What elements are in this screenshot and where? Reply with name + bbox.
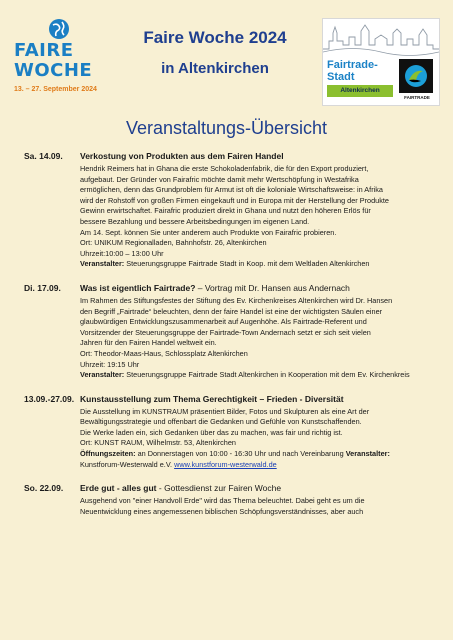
fairtrade-mark-label: FAIRTRADE (404, 95, 430, 100)
page-subtitle: in Altenkirchen (161, 60, 269, 77)
event-time: Uhrzeit:10:00 – 13:00 Uhr (80, 248, 164, 258)
event-date: Di. 17.09. (24, 282, 61, 293)
fairtrade-logo-town: Altenkirchen (327, 85, 393, 97)
globe-icon (48, 18, 70, 40)
event-text-line: ermöglichen, denn das Grundproblem für Armut ist oft die koloniale Wirtschaftsweise: in Afrika (80, 185, 383, 195)
fairtrade-stadt-logo (322, 18, 440, 106)
event-item (24, 393, 434, 471)
event-title-main: Erde gut - alles gut (80, 483, 157, 494)
organizer-label: Veranstalter: (80, 370, 125, 380)
event-title-rest: – Vortrag mit Dr. Hansen aus Andernach (195, 282, 350, 293)
event-text-line: den Begriff „Fairtrade“ beleuchten, denn der faire Handel ist eine der wichtigsten Säulen einer (80, 306, 383, 316)
event-title-main: Kunstausstellung zum Thema Gerechtigkeit – Frieden - Diversität (80, 393, 344, 404)
kunstforum-link[interactable]: www.kunstforum-westerwald.de (174, 459, 277, 469)
fairtrade-logo-line2: Stadt (327, 71, 355, 83)
header (0, 0, 453, 110)
section-heading: Veranstaltungs-Übersicht (125, 118, 328, 138)
event-text-line: Am 14. Sept. können Sie unter anderem auch Produkte von Fairafric probieren. (80, 227, 337, 237)
event-title (80, 282, 350, 294)
event-header (24, 393, 434, 405)
faire-woche-logo-line1: FAIRE (14, 40, 74, 61)
event-title (80, 150, 284, 162)
opening-hours-text: an Donnerstagen von 10:00 - 16:30 Uhr und nach Vereinbarung (135, 449, 346, 459)
event-location: Ort: UNIKUM Regionalladen, Bahnhofstr. 26, Altenkirchen (80, 238, 267, 248)
organizer-text: Steuerungsgruppe Fairtrade Stadt in Koop. mit dem Weltladen Altenkirchen (124, 259, 370, 269)
event-description (80, 296, 434, 381)
event-text-line: aufgebaut. Der Gründer von Fairafric möchte damit mehr Wertschöpfung in Westafrika (80, 174, 359, 184)
event-text-line: bessere Bezahlung und bessere Arbeitsbedingungen im eigenen Land. (80, 216, 310, 226)
event-organizer (80, 460, 434, 471)
skyline-icon (323, 19, 439, 59)
event-text-line: Neuentwicklung eines angemessenen biblischen Schöpfungsverständnisses, aber auch (80, 506, 364, 516)
event-date: So. 22.09. (24, 483, 64, 494)
event-text-line: Ausgehend von "einer Handvoll Erde" wird das Thema beleuchtet. Dabei geht es um die (80, 496, 365, 506)
event-title (80, 482, 281, 494)
event-header (24, 282, 434, 294)
faire-woche-logo-line2: WOCHE (14, 60, 93, 81)
event-description (80, 407, 434, 471)
event-text-line: glaubwürdigen Entwicklungszusammenarbeit auf Augenhöhe. Als Fairtrade-Referent und (80, 317, 367, 327)
event-date: 13.09.-27.09. (24, 393, 75, 404)
page-title: Faire Woche 2024 (143, 28, 287, 47)
event-text-line: Im Rahmen des Stiftungsfestes der Stiftung des Ev. Kirchenkreises Altenkirchen wird Dr. Hansen (80, 295, 393, 305)
event-description (80, 164, 434, 270)
event-title-rest: - Gottesdienst zur Fairen Woche (156, 483, 282, 494)
opening-hours-label: Öffnungszeiten: (80, 449, 136, 459)
event-text-line: Die Werke laden ein, sich Gedanken über das zu machen, was fair und richtig ist. (80, 427, 343, 437)
event-text-line: wird der Rohstoff von großen Firmen eingekauft und in Europa mit der Herstellung der Produkte (80, 195, 389, 205)
event-date: Sa. 14.09. (24, 151, 63, 161)
event-opening-hours (80, 449, 434, 460)
fairtrade-mark-icon (399, 59, 433, 93)
events-list (24, 150, 434, 529)
organizer-label: Veranstalter: (80, 259, 125, 269)
event-organizer (80, 370, 434, 381)
event-title-main: Verkostung von Produkten aus dem Fairen Handel (80, 151, 284, 161)
fairtrade-logo-line1: Fairtrade- (327, 59, 378, 71)
event-text-line: Gewinn erwirtschaftet. Fairafric produziert direkt in Ghana und nutzt den höheren Erlös für (80, 206, 371, 216)
event-header (24, 482, 434, 494)
event-description (80, 496, 434, 517)
event-title (80, 393, 344, 405)
event-item (24, 482, 434, 517)
event-location: Ort: Theodor-Maas-Haus, Schlossplatz Altenkirchen (80, 348, 248, 358)
event-item (24, 150, 434, 270)
event-text-line: Hendrik Reimers hat in Ghana die erste Schokoladenfabrik, die für den Export produziert, (80, 164, 369, 173)
event-header (24, 150, 434, 162)
event-text-line: Bewältigungsstrategie und offenbart die Gedanken und Gefühle von Kunstschaffenden. (80, 417, 362, 427)
event-time: Uhrzeit: 19:15 Uhr (80, 359, 140, 369)
event-text-line: Die Ausstellung im KUNSTRAUM präsentiert Bilder, Fotos und Skulpturen als eine Art der (80, 406, 370, 416)
faire-woche-logo-date: 13. – 27. September 2024 (14, 86, 97, 93)
event-text-line: Jahren für den Fairen Handel weltweit ein. (80, 338, 217, 348)
event-item (24, 282, 434, 381)
faire-woche-logo (14, 18, 106, 98)
organizer-text: Steuerungsgruppe Fairtrade Stadt Altenkirchen in Kooperation mit dem Ev. Kirchenkreis (124, 370, 410, 380)
organizer-label: Veranstalter: (345, 449, 390, 459)
event-location: Ort: KUNST RAUM, Wilhelmstr. 53, Altenkirchen (80, 438, 236, 448)
event-organizer (80, 259, 434, 270)
event-title-main: Was ist eigentlich Fairtrade? (80, 282, 196, 293)
event-text-line: Vorsitzender der Steuerungsgruppe der Fairtrade-Town Andernach setzt er sich seit vielen (80, 327, 371, 337)
organizer-text: Kunstforum-Westerwald e.V. (80, 459, 175, 469)
